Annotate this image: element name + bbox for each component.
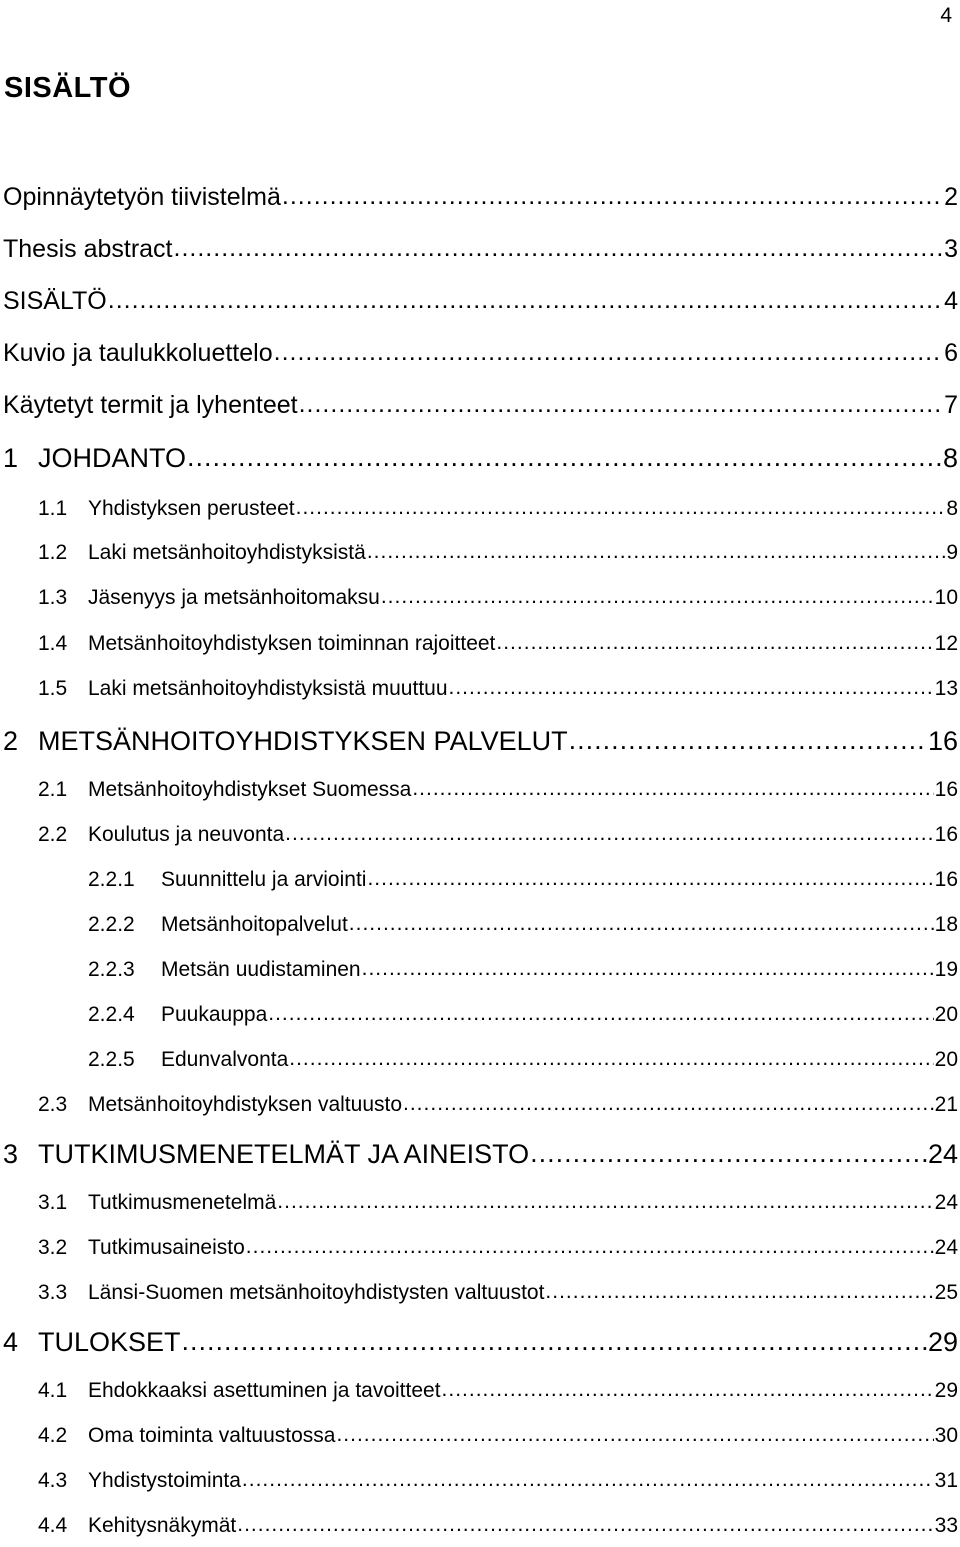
toc-entry-title: METSÄNHOITOYHDISTYKSEN PALVELUT xyxy=(38,726,568,756)
toc-entry-page: 24 xyxy=(927,1139,958,1169)
toc-entry[interactable] xyxy=(0,868,958,892)
toc-entry-title: Laki metsänhoitoyhdistyksistä muuttuu xyxy=(88,677,448,700)
toc-entry[interactable] xyxy=(0,183,958,212)
toc-entry-title: Koulutus ja neuvonta xyxy=(88,823,285,846)
toc-entry-page: 24 xyxy=(934,1236,958,1259)
toc-entry-title: Yhdistyksen perusteet xyxy=(88,497,295,520)
toc-entry-title: Metsänhoitoyhdistykset Suomessa xyxy=(88,778,412,801)
toc-entry-page: 16 xyxy=(927,726,958,756)
toc-entry-number: 2.2.4 xyxy=(88,1003,135,1026)
toc-entry[interactable] xyxy=(0,1281,958,1305)
toc-entry-page: 4 xyxy=(944,287,958,315)
toc-entry-title: Oma toiminta valtuustossa xyxy=(88,1424,336,1447)
toc-entry[interactable] xyxy=(0,586,958,610)
toc-entry-title: Kehitysnäkymät xyxy=(88,1514,237,1537)
toc-entry-title: TUTKIMUSMENETELMÄT JA AINEISTO xyxy=(38,1139,530,1169)
toc-entry[interactable] xyxy=(0,632,958,656)
toc-entry-number: 3 xyxy=(3,1139,19,1169)
toc-entry-page: 20 xyxy=(934,1003,958,1026)
toc-entry[interactable] xyxy=(0,443,958,474)
toc-entry-page: 24 xyxy=(934,1191,958,1214)
toc-entry-number: 1.3 xyxy=(38,586,68,609)
toc-entry[interactable] xyxy=(0,1236,958,1260)
dot-leader xyxy=(496,631,933,655)
dot-leader xyxy=(182,1326,927,1357)
dot-leader xyxy=(268,1002,933,1026)
toc-entry[interactable] xyxy=(0,391,958,420)
toc-entry-title: Tutkimusmenetelmä xyxy=(88,1191,277,1214)
dot-leader xyxy=(367,540,946,564)
toc-entry-page: 20 xyxy=(934,1048,958,1071)
toc-entry[interactable] xyxy=(0,1514,958,1538)
page-number: 4 xyxy=(940,4,952,27)
dot-leader xyxy=(108,286,943,315)
toc-entry[interactable] xyxy=(0,1093,958,1117)
toc-entry-page: 9 xyxy=(946,541,958,564)
dot-leader xyxy=(381,585,934,609)
toc-entry-title: Laki metsänhoitoyhdistyksistä xyxy=(88,541,366,564)
toc-entry-number: 2.2.5 xyxy=(88,1048,135,1071)
toc-entry-page: 6 xyxy=(944,339,958,367)
toc-entry-page: 33 xyxy=(934,1514,958,1537)
dot-leader xyxy=(336,1423,933,1447)
dot-leader xyxy=(299,390,944,419)
toc-entry[interactable] xyxy=(0,823,958,847)
toc-entry-number: 4.4 xyxy=(38,1514,68,1537)
toc-entry-title: Ehdokkaaksi asettuminen ja tavoitteet xyxy=(88,1379,441,1402)
toc-entry-title: Suunnittelu ja arviointi xyxy=(161,868,367,891)
toc-entry[interactable] xyxy=(0,726,958,757)
dot-leader xyxy=(242,1468,934,1492)
toc-entry-title: Metsänhoitoyhdistyksen toiminnan rajoitteet xyxy=(88,632,496,655)
toc-entry-number: 3.2 xyxy=(38,1236,68,1259)
toc-entry-title: Opinnäytetyön tiivistelmä xyxy=(3,183,281,211)
dot-leader xyxy=(277,1190,933,1214)
toc-entry-title: Metsänhoitopalvelut xyxy=(161,913,348,936)
toc-entry[interactable] xyxy=(0,913,958,937)
toc-entry-title: SISÄLTÖ xyxy=(3,287,107,315)
toc-entry-page: 13 xyxy=(934,677,958,700)
toc-entry-page: 16 xyxy=(934,823,958,846)
toc-entry-number: 4.1 xyxy=(38,1379,68,1402)
toc-entry[interactable] xyxy=(0,497,958,521)
toc-entry-number: 4 xyxy=(3,1327,19,1357)
dot-leader xyxy=(187,442,942,473)
toc-entry-page: 12 xyxy=(934,632,958,655)
toc-entry-number: 2.2.2 xyxy=(88,913,135,936)
toc-entry-title: Metsänhoitoyhdistyksen valtuusto xyxy=(88,1093,403,1116)
toc-entry-title: Tutkimusaineisto xyxy=(88,1236,245,1259)
toc-entry[interactable] xyxy=(0,677,958,701)
toc-entry-title: Puukauppa xyxy=(161,1003,268,1026)
toc-entry-number: 1.2 xyxy=(38,541,68,564)
dot-leader xyxy=(282,182,943,211)
toc-entry-page: 19 xyxy=(934,958,958,981)
toc-entry-page: 7 xyxy=(944,391,958,419)
toc-entry-number: 3.1 xyxy=(38,1191,68,1214)
toc-entry-page: 31 xyxy=(934,1469,958,1492)
toc-entry-title: Thesis abstract xyxy=(3,235,173,263)
toc-entry-number: 2.2.1 xyxy=(88,868,135,891)
dot-leader xyxy=(349,912,934,936)
toc-entry[interactable] xyxy=(0,1191,958,1215)
toc-entry[interactable] xyxy=(0,287,958,316)
toc-entry-title: Länsi-Suomen metsänhoitoyhdistysten valtuustot xyxy=(88,1281,545,1304)
toc-entry-page: 10 xyxy=(934,586,958,609)
toc-entry-page: 29 xyxy=(927,1327,958,1357)
toc-entry-number: 2.2.3 xyxy=(88,958,135,981)
toc-entry-page: 29 xyxy=(934,1379,958,1402)
toc-entry[interactable] xyxy=(0,1469,958,1493)
toc-entry[interactable] xyxy=(0,1379,958,1403)
toc-entry-number: 2.3 xyxy=(38,1093,68,1116)
toc-entry-number: 1.4 xyxy=(38,632,68,655)
toc-entry[interactable] xyxy=(0,1139,958,1170)
toc-entry[interactable] xyxy=(0,1424,958,1448)
toc-entry-title: Edunvalvonta xyxy=(161,1048,289,1071)
dot-leader xyxy=(442,1378,934,1402)
toc-entry[interactable] xyxy=(0,778,958,802)
dot-leader xyxy=(274,338,943,367)
toc-entry[interactable] xyxy=(0,1003,958,1027)
toc-entry-title: Yhdistystoiminta xyxy=(88,1469,241,1492)
dot-leader xyxy=(174,234,944,263)
dot-leader xyxy=(449,676,934,700)
toc-entry-number: 4.2 xyxy=(38,1424,68,1447)
dot-leader xyxy=(569,725,927,756)
toc-entry-page: 30 xyxy=(934,1424,958,1447)
toc-entry-page: 8 xyxy=(942,443,958,473)
dot-leader xyxy=(285,822,933,846)
toc-entry-page: 16 xyxy=(934,868,958,891)
toc-entry[interactable] xyxy=(0,235,958,264)
toc-entry-title: TULOKSET xyxy=(38,1327,181,1357)
toc-entry[interactable] xyxy=(0,958,958,982)
toc-entry-title: Metsän uudistaminen xyxy=(161,958,361,981)
dot-leader xyxy=(362,957,934,981)
dot-leader xyxy=(412,777,933,801)
dot-leader xyxy=(296,496,946,520)
dot-leader xyxy=(237,1513,933,1537)
toc-entry-number: 2.1 xyxy=(38,778,68,801)
toc-entry-page: 21 xyxy=(934,1093,958,1116)
toc-entry-title: JOHDANTO xyxy=(38,443,187,473)
toc-entry-number: 1.1 xyxy=(38,497,68,520)
toc-entry-page: 8 xyxy=(946,497,958,520)
toc-entry[interactable] xyxy=(0,1327,958,1358)
toc-entry-number: 2.2 xyxy=(38,823,68,846)
dot-leader xyxy=(403,1092,934,1116)
dot-leader xyxy=(289,1047,933,1071)
dot-leader xyxy=(530,1138,927,1169)
toc-entry-title: Kuvio ja taulukkoluettelo xyxy=(3,339,273,367)
toc-entry-number: 1 xyxy=(3,443,19,473)
toc-entry-title: Käytetyt termit ja lyhenteet xyxy=(3,391,298,419)
toc-entry-page: 2 xyxy=(944,183,958,211)
toc-entry-page: 3 xyxy=(944,235,958,263)
toc-entry-page: 16 xyxy=(934,778,958,801)
toc-entry-number: 2 xyxy=(3,726,19,756)
toc-entry[interactable] xyxy=(0,339,958,368)
toc-entry-title: Jäsenyys ja metsänhoitomaksu xyxy=(88,586,380,609)
toc-entry-page: 18 xyxy=(934,913,958,936)
toc-entry[interactable] xyxy=(0,541,958,565)
toc-entry-page: 25 xyxy=(934,1281,958,1304)
dot-leader xyxy=(367,867,933,891)
page-title: SISÄLTÖ xyxy=(4,72,132,104)
toc-entry-number: 1.5 xyxy=(38,677,68,700)
toc-entry-number: 4.3 xyxy=(38,1469,68,1492)
toc-entry-number: 3.3 xyxy=(38,1281,68,1304)
dot-leader xyxy=(246,1235,934,1259)
toc-entry[interactable] xyxy=(0,1048,958,1072)
dot-leader xyxy=(545,1280,933,1304)
